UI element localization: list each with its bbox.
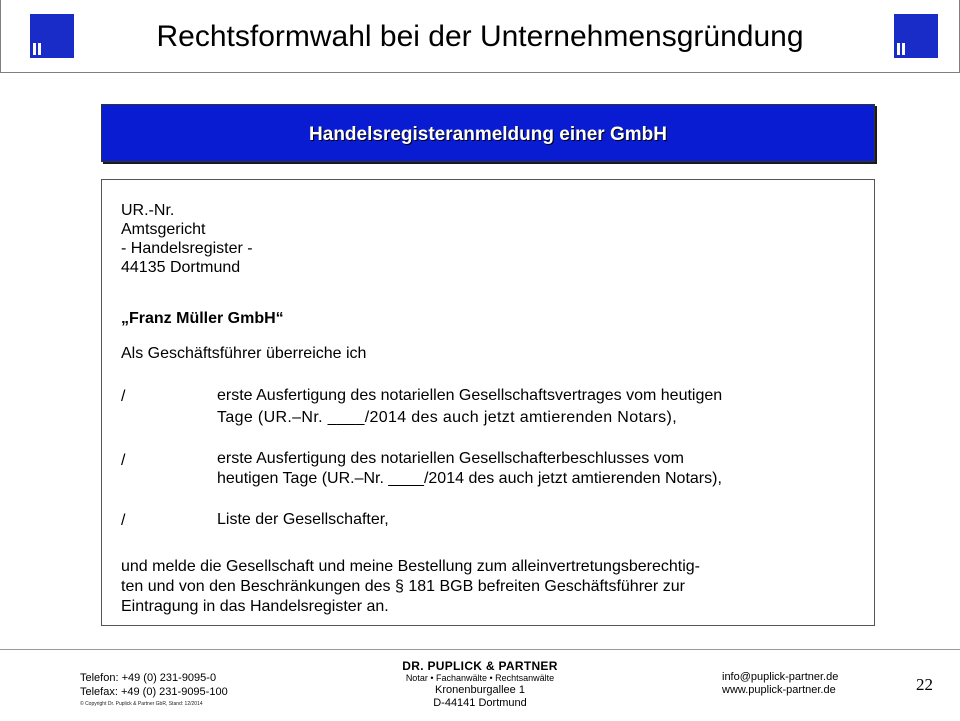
firm-logo-left bbox=[30, 14, 74, 58]
list-item-line: Liste der Gesellschafter, bbox=[217, 511, 389, 528]
list-item-line: heutigen Tage (UR.–Nr. ____/2014 des auch jetzt amtierenden Notars), bbox=[217, 470, 722, 487]
intro-text: Als Geschäftsführer überreiche ich bbox=[121, 345, 367, 362]
logo-bars-icon bbox=[33, 41, 43, 55]
slide-footer bbox=[0, 649, 960, 721]
footer-street: Kronenburgallee 1 bbox=[435, 684, 525, 696]
firm-logo-right bbox=[894, 14, 938, 58]
address-line: UR.-Nr. bbox=[121, 202, 175, 219]
footer-firm-sub: Notar • Fachanwälte • Rechtsanwälte bbox=[405, 673, 555, 683]
address-line: - Handelsregister - bbox=[121, 240, 253, 257]
footer-contact-block bbox=[722, 671, 838, 697]
closing-paragraph bbox=[121, 557, 866, 617]
list-item bbox=[217, 449, 862, 489]
closing-line: Eintragung in das Handelsregister an. bbox=[121, 598, 389, 615]
closing-line: und melde die Gesellschaft und meine Bestellung zum alleinvertretungsberechtig- bbox=[121, 558, 700, 575]
section-banner bbox=[101, 104, 875, 162]
list-bullet: / bbox=[121, 452, 126, 469]
list-item-line: erste Ausfertigung des notariellen Gesellschaftsvertrages vom heutigen bbox=[217, 387, 723, 404]
footer-phone-block bbox=[80, 671, 228, 699]
banner-title: Handelsregisteranmeldung einer GmbH bbox=[309, 124, 667, 145]
slide-header bbox=[0, 0, 960, 73]
page-number: 22 bbox=[916, 675, 933, 694]
list-bullet: / bbox=[121, 512, 126, 529]
list-bullet: / bbox=[121, 388, 126, 405]
logo-bars-icon bbox=[897, 41, 907, 55]
list-item bbox=[217, 509, 862, 531]
document-box bbox=[101, 179, 875, 626]
company-name: „Franz Müller GmbH“ bbox=[121, 310, 284, 327]
footer-copyright: © Copyright Dr. Puplick & Partner GbR, Stand: 12/2014 bbox=[80, 701, 203, 707]
footer-web[interactable]: www.puplick-partner.de bbox=[722, 684, 836, 696]
footer-city: D-44141 Dortmund bbox=[433, 697, 527, 709]
address-line: 44135 Dortmund bbox=[121, 259, 241, 276]
footer-fax: Telefax: +49 (0) 231-9095-100 bbox=[80, 686, 228, 698]
footer-firm-block bbox=[330, 659, 630, 710]
closing-line: ten und von den Beschränkungen des § 181 BGB befreiten Geschäftsführer zur bbox=[121, 578, 685, 595]
list-item-line: Tage (UR.–Nr. ____/2014 des auch jetzt amtierenden Notars), bbox=[217, 409, 678, 426]
footer-firm-name: DR. PUPLICK & PARTNER bbox=[402, 659, 558, 673]
list-item-line: erste Ausfertigung des notariellen Gesellschafterbeschlusses vom bbox=[217, 450, 684, 467]
list-item bbox=[217, 385, 862, 429]
footer-phone: Telefon: +49 (0) 231-9095-0 bbox=[80, 672, 217, 684]
page-title: Rechtsformwahl bei der Unternehmensgründung bbox=[156, 20, 804, 53]
footer-email[interactable]: info@puplick-partner.de bbox=[722, 671, 839, 683]
address-line: Amtsgericht bbox=[121, 221, 206, 238]
